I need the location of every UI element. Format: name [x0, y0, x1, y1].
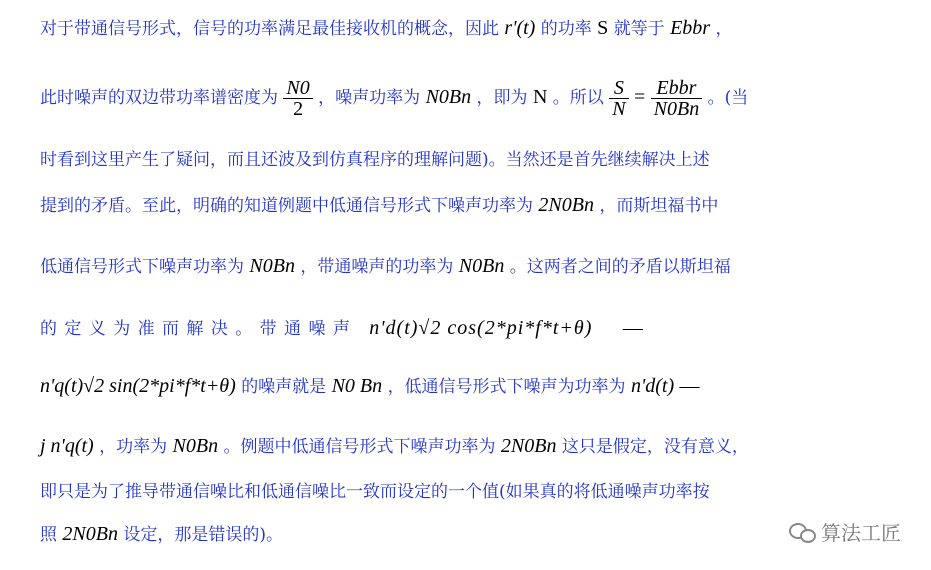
line-10: 照 2N0Bn 设定，那是错误的)。: [40, 523, 284, 545]
line-5: 低通信号形式下噪声功率为 N0Bn ，带通噪声的功率为 N0Bn 。这两者之间的矛盾以斯坦福: [40, 255, 731, 277]
watermark: [789, 517, 901, 546]
line-9: 即只是为了推导带通信噪比和低通信噪比一致而设定的一个值(如果真的将低通噪声功率按: [40, 482, 710, 502]
fraction-n0-over-2: $\frac{N0}{2}$: [283, 78, 312, 119]
line-4: 提到的矛盾。至此，明确的知道例题中低通信号形式下噪声功率为 2N0Bn ，而斯坦福书中: [40, 194, 719, 216]
fraction-s-over-n: $\frac{S}{N}$: [609, 78, 628, 119]
line-3: 时看到这里产生了疑问，而且还波及到仿真程序的理解问题)。当然还是首先继续解决上述: [40, 150, 710, 170]
wechat-icon: [789, 521, 815, 543]
line-6: 的 定 义 为 准 而 解 决 。 带 通 噪 声 n'd(t)√2 cos(2*pi*f*t+θ) —: [40, 317, 644, 339]
watermark-text: 算法工匠: [821, 521, 901, 545]
math-eb-br: Ebbr: [670, 17, 711, 39]
line-8: j n'q(t) ，功率为 N0Bn 。例题中低通信号形式下噪声功率为 2N0Bn 这只是假定，没有意义，: [40, 435, 749, 457]
line-7: n'q(t)√2 sin(2*pi*f*t+θ) 的噪声就是 N0 Bn ，低通信号形式下噪声为功率为 n'd(t) —: [40, 375, 700, 397]
line-1: 对于带通信号形式，信号的功率满足最佳接收机的概念，因此 r'(t) 的功率 S 就等于 Ebbr ，: [40, 17, 733, 39]
math-r-prime-t: r'(t): [504, 17, 536, 39]
fraction-snr: $\frac{\text{Ebbr}}{N0Bn}$: [651, 78, 703, 119]
line-2: 此时噪声的双边带功率谱密度为 $\frac{N0}{2}$ ，噪声功率为 N0Bn ，即为 N 。所以 $\frac{S}{N}$ = $\frac{\text{Ebbr}}{N0Bn}$ 。(当: [40, 77, 749, 120]
math-n0bn: N0Bn: [425, 86, 472, 108]
